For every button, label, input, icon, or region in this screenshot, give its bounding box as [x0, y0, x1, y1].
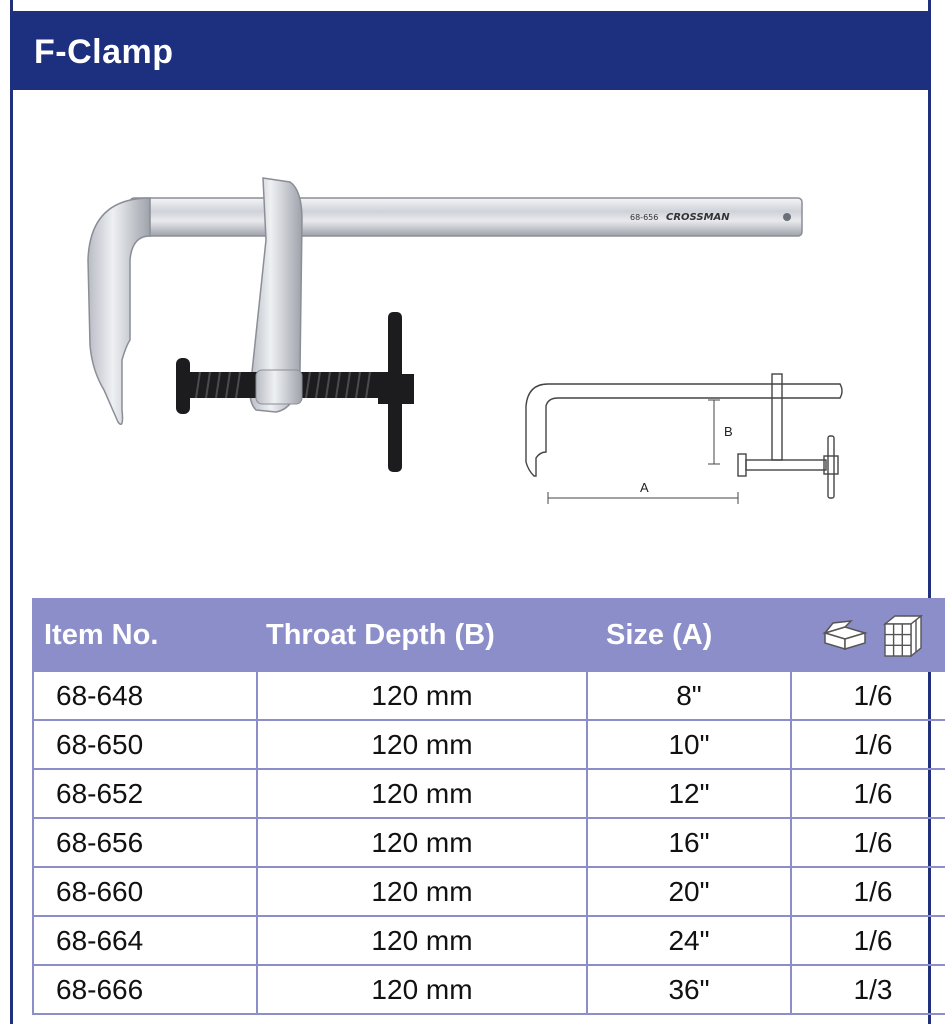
pack-cell: 1/6 [791, 671, 945, 720]
title-bar [10, 14, 931, 90]
table-row [33, 818, 945, 867]
size-cell: 16" [587, 818, 791, 867]
master-carton-icon [881, 612, 925, 658]
throat-depth-cell: 120 mm [257, 916, 587, 965]
dimension-b-label: B [724, 424, 733, 439]
size-cell: 24" [587, 916, 791, 965]
header-throat-depth: Throat Depth (B) [257, 599, 587, 671]
size-cell: 36" [587, 965, 791, 1014]
spec-table [32, 598, 945, 1015]
item-no-cell: 68-664 [33, 916, 257, 965]
header-pack [791, 599, 945, 671]
table-row [33, 671, 945, 720]
item-no-cell: 68-666 [33, 965, 257, 1014]
throat-depth-cell: 120 mm [257, 769, 587, 818]
throat-depth-cell: 120 mm [257, 671, 587, 720]
table-header-row [33, 599, 945, 671]
size-cell: 12" [587, 769, 791, 818]
pack-cell: 1/6 [791, 818, 945, 867]
table-row [33, 769, 945, 818]
item-no-cell: 68-652 [33, 769, 257, 818]
pack-cell: 1/6 [791, 867, 945, 916]
size-cell: 8" [587, 671, 791, 720]
item-no-cell: 68-660 [33, 867, 257, 916]
item-no-cell: 68-650 [33, 720, 257, 769]
table-row [33, 720, 945, 769]
throat-depth-cell: 120 mm [257, 720, 587, 769]
item-no-cell: 68-656 [33, 818, 257, 867]
bar-model-marking: 68-656 [630, 213, 659, 222]
table-row [33, 965, 945, 1014]
top-strip [10, 0, 931, 14]
page-title: F-Clamp [34, 32, 174, 71]
inner-box-icon [821, 617, 869, 653]
table-row [33, 867, 945, 916]
size-cell: 10" [587, 720, 791, 769]
throat-depth-cell: 120 mm [257, 818, 587, 867]
pack-cell: 1/6 [791, 916, 945, 965]
header-size: Size (A) [587, 599, 791, 671]
size-cell: 20" [587, 867, 791, 916]
throat-depth-cell: 120 mm [257, 965, 587, 1014]
dimension-diagram [518, 366, 848, 516]
dimension-a-label: A [640, 480, 649, 495]
throat-depth-cell: 120 mm [257, 867, 587, 916]
item-no-cell: 68-648 [33, 671, 257, 720]
header-item-no: Item No. [33, 599, 257, 671]
pack-cell: 1/6 [791, 720, 945, 769]
pack-cell: 1/3 [791, 965, 945, 1014]
bar-brand-marking: CROSSMAN [666, 212, 730, 223]
table-row [33, 916, 945, 965]
pack-cell: 1/6 [791, 769, 945, 818]
